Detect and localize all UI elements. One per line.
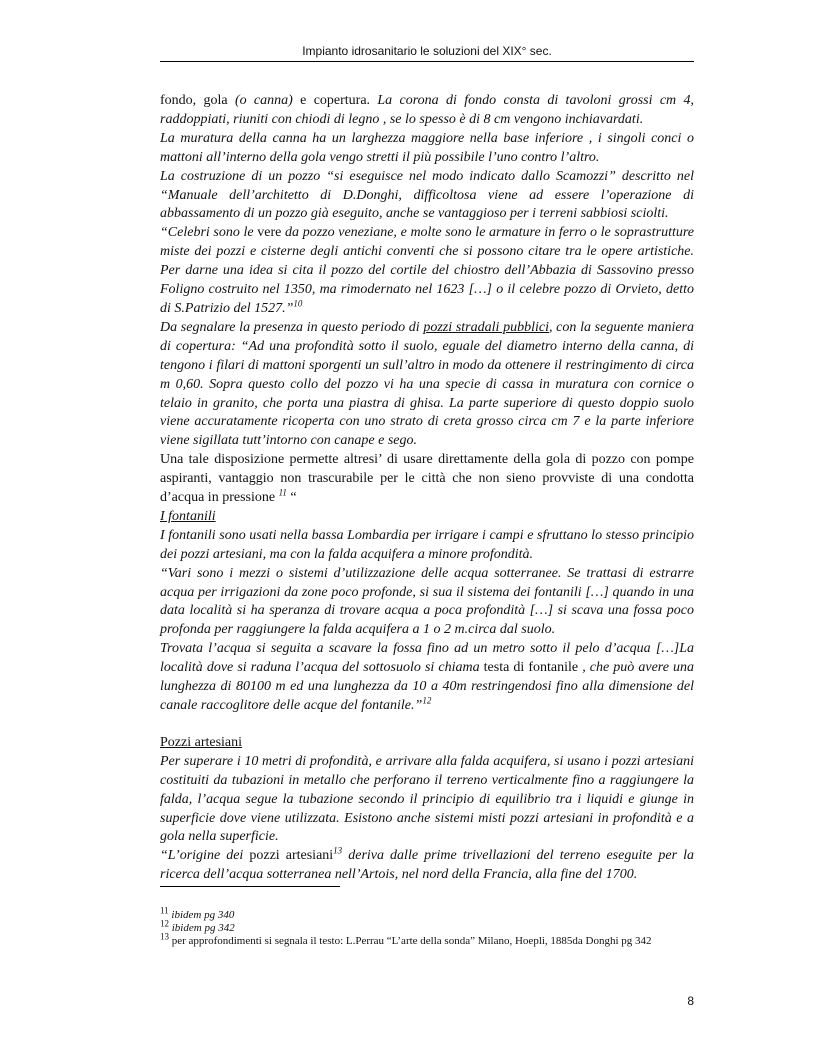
quote-paragraph <box>160 224 694 319</box>
text-run: , che può avere una lunghezza di 80100 m ed una lunghezza da 10 a 40m restringendosi fino alla dimensione del canale raccoglitore delle acque del fontanile.” <box>160 660 694 713</box>
text-run: (o canna) <box>234 93 293 108</box>
footnote <box>160 905 694 922</box>
text-run: “ <box>286 490 297 506</box>
paragraph <box>160 640 694 716</box>
text-run: fondo, gola <box>160 93 235 108</box>
text-run: Per superare i 10 metri di profondità, e arrivare alla falda acquifera, si usano i pozzi artesiani costituiti da tubazioni in metallo che perforano il terreno verticalmente fino a raggiungere la falda, l’acqua segue la tubazione secondo il principio di equilibrio tra i liquidi e giunge in superficie dove viene utilizzata. Esistono anche sistemi misti pozzi artesiani in profondità e a gola nella superficie. <box>160 753 694 845</box>
quote-paragraph <box>160 565 694 641</box>
text-run: “L’origine dei <box>160 848 250 864</box>
underlined-term: pozzi stradali pubblici <box>423 319 549 335</box>
footnote-number: 13 <box>160 931 169 942</box>
footnote-ref: 12 <box>422 695 432 706</box>
footnote-number: 12 <box>160 918 169 929</box>
footnote-ref: 11 <box>278 487 287 498</box>
text-run: da pozzo veneziane, e molte sono le armature in ferro o le soprastrutture miste dei pozzi e cisterne degli antichi conventi che si possono citare tra le opere artistiche. Per darne una idea si cita il pozzo del cortile del chiostro dell’Abbazia di Sassovino presso Foligno costruito nel 1350, ma rimodernato nel 1623 […] o il celebre pozzo di Orvieto, detto di S.Patrizio del 1527.” <box>160 225 694 316</box>
text-run: La corona di fondo consta di tavoloni grossi cm 4, raddoppiati, riuniti con chiodi di legno , se lo spesso è di 8 cm vengono inchiavardati. <box>160 93 694 127</box>
footnote-separator <box>160 886 340 887</box>
paragraph <box>160 753 694 848</box>
paragraph <box>160 451 694 508</box>
paragraph <box>160 168 694 225</box>
footnote <box>160 918 694 935</box>
text-run: e copertura. <box>292 93 378 108</box>
text-run: Trovata l’acqua si seguita a scavare la fossa fino ad un metro sotto il pelo d’acqua […]La località dove si raduna l’acqua del sottosuolo si chiama <box>160 641 694 676</box>
text-run: , con la seguente maniera di copertura: “Ad una profondità sotto il suolo, eguale del diametro interno della canna, di tengono i filari di mattoni sporgenti un sull’altro in modo da ottenere il restringimento di circa m 0,60. Sopra questo collo del pozzo vi ha una specie di cassa in muratura con cornice o telaio in granito, che porta una piastra di ghisa. La parte superiore di questo doppio suolo viene accuratamente ricoperta con uno strato di creta grosso circa cm 7 e la parte inferiore viene sigillata tutt’intorno con canape e sego. <box>160 319 694 449</box>
text-run: La costruzione di un pozzo “si eseguisce nel modo indicato dallo Scamozzi” descritto nel “Manuale dell’architetto di D.Donghi, difficoltosa viene ad essere l’operazione di abbassamento di un pozzo già eseguito, anche se vantaggioso per i terreni sabbiosi sciolti. <box>160 168 694 222</box>
footnote-ref: 13 <box>333 845 343 856</box>
paragraph <box>160 319 694 451</box>
text-run: Una tale disposizione permette altresi’ di usare direttamente della gola di pozzo con pompe aspiranti, vantaggio non trascurabile per le città che non sieno provviste di una condotta d’acqua in pressione <box>160 452 694 506</box>
paragraph <box>160 92 694 130</box>
footnote-number: 11 <box>160 905 169 916</box>
text-run: pozzi artesiani <box>249 848 334 864</box>
text-run: La muratura della canna ha un larghezza maggiore nella base inferiore , i singoli conci o mattoni all’interno della gola vengo stretti il più possibile l’uno contro l’altro. <box>160 130 694 165</box>
section-heading-pozzi-artesiani <box>160 734 694 753</box>
footnotes <box>160 905 694 948</box>
text-run: “Vari sono i mezzi o sistemi d’utilizzazione delle acqua sotterranee. Se trattasi di estrarre acqua per irrigazioni da zone poco profonde, si sua il sistema dei fontanili […] quando in una data località si ha speranza di trovare acqua a poca profondità […] si scava una fossa poco profonda per raggiungere la falda acquifera a 1 o 2 m.circa dal suolo. <box>160 565 694 638</box>
footnote <box>160 931 694 948</box>
paragraph <box>160 130 694 168</box>
footnote-text: ibidem pg 342 <box>171 922 235 934</box>
page-number: 8 <box>687 994 694 1008</box>
text-run: deriva dalle prime trivellazioni del terreno eseguite per la ricerca dell’acqua sotterranea nell’Artois, nel nord della Francia, alla fine del 1700. <box>160 848 694 883</box>
heading-text: Pozzi artesiani <box>160 734 243 750</box>
footnote-ref: 10 <box>293 298 303 309</box>
heading-text: I fontanili <box>160 508 216 524</box>
text-run: I fontanili sono usati nella bassa Lombardia per irrigare i campi e sfruttano lo stesso principio dei pozzi artesiani, ma con la falda acquifera a minore profondità. <box>160 527 694 562</box>
paragraph <box>160 527 694 565</box>
text-run: Da segnalare la presenza in questo periodo di <box>160 319 424 335</box>
quote-paragraph <box>160 847 694 885</box>
text-run: testa di fontanile <box>483 660 579 676</box>
paragraph-gap <box>160 716 694 734</box>
text-run: vere <box>257 225 282 241</box>
text-run: “Celebri sono le <box>160 225 258 241</box>
body-text <box>160 92 694 885</box>
footnote-text: per approfondimenti si segnala il testo: L.Perrau “L’arte della sonda” Milano, Hoepli, 1885da Donghi pg 342 <box>171 935 652 947</box>
section-heading-fontanili <box>160 508 694 527</box>
running-header: Impianto idrosanitario le soluzioni del XIX° sec. <box>160 44 694 62</box>
footnote-text: ibidem pg 340 <box>171 909 235 921</box>
